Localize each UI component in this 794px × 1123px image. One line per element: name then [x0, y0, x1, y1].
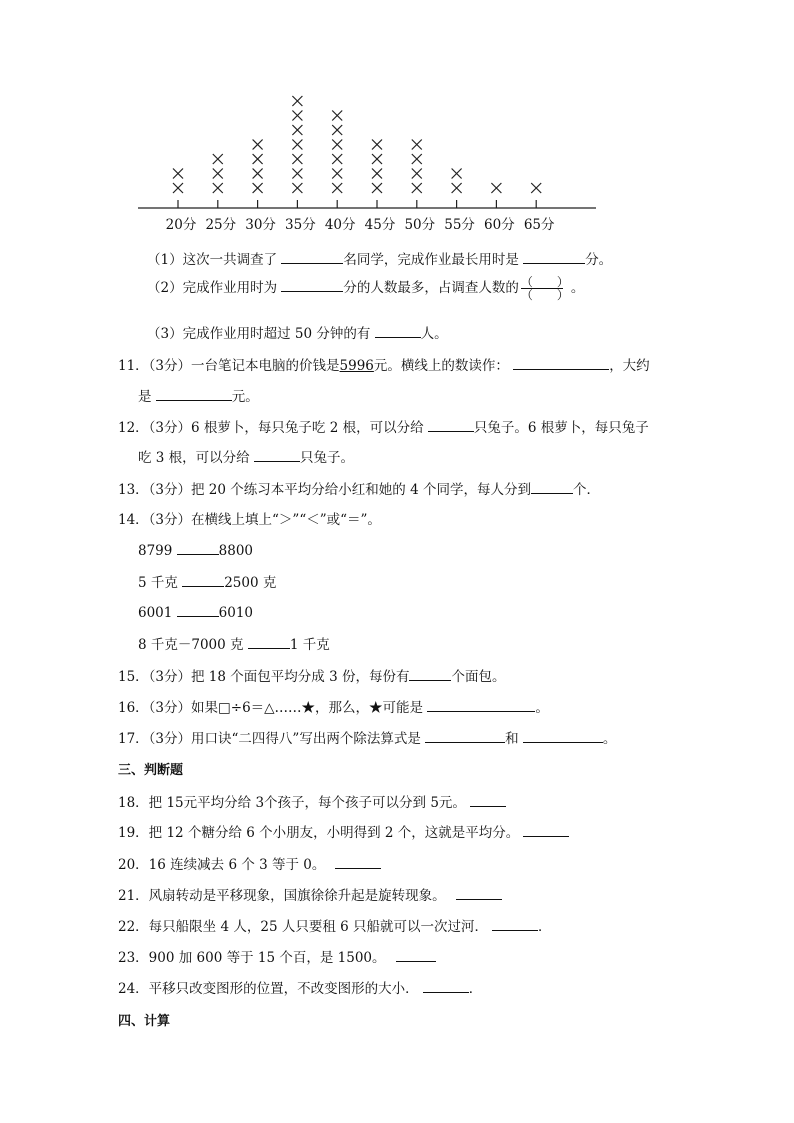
judge-text: 23．900 加 600 等于 15 个百，是 1500。 — [118, 950, 386, 966]
cross-marker — [412, 169, 422, 179]
q10-p2-text-c: 。 — [570, 280, 585, 296]
cross-marker — [372, 140, 382, 150]
answer-blank[interactable] — [425, 728, 505, 743]
q14-row-3 — [138, 602, 253, 621]
tick-label: 50分 — [404, 217, 436, 233]
answer-blank[interactable] — [248, 634, 290, 649]
cross-marker — [332, 169, 342, 179]
question-11-cont — [138, 385, 259, 405]
answer-blank[interactable] — [531, 479, 573, 494]
q14-right: 1 千克 — [289, 637, 330, 653]
cross-marker — [213, 154, 223, 164]
cross-marker — [173, 169, 183, 179]
q10-p1-text-b: 名同学，完成作业最长用时是 — [343, 252, 519, 268]
answer-blank[interactable] — [513, 355, 609, 370]
cross-marker — [531, 183, 541, 193]
answer-blank[interactable] — [182, 572, 224, 587]
cross-marker — [213, 183, 223, 193]
q11-text-e: 元。 — [231, 389, 259, 405]
q11-text-b: 元。横线上的数读作： — [373, 358, 509, 374]
cross-marker — [332, 125, 342, 135]
q10-p2-text-b: 分的人数最多，占调查人数的 — [343, 280, 519, 296]
q13-text: 13．（3分）把 20 个练习本平均分给小红和她的 4 个同学，每人分到 — [118, 482, 531, 498]
answer-blank[interactable] — [335, 854, 381, 869]
cross-marker — [372, 169, 382, 179]
q14-row-4 — [138, 633, 330, 653]
q10-p1-text-a: （1）这次一共调查了 — [147, 252, 278, 268]
answer-blank[interactable] — [428, 417, 474, 432]
question-20 — [118, 853, 381, 873]
cross-marker — [452, 183, 462, 193]
q12-text: 12．（3分）6 根萝卜，每只兔子吃 2 根，可以分给 — [118, 420, 424, 436]
q11-number: 5996 — [339, 358, 374, 374]
fraction-denominator: （ ） — [520, 288, 569, 302]
answer-blank[interactable] — [281, 277, 343, 292]
judge-text: 20．16 连续减去 6 个 3 等于 0。 — [118, 857, 326, 873]
q17-text-b: 和 — [505, 731, 519, 747]
q10-part3 — [147, 322, 448, 342]
answer-blank[interactable] — [523, 822, 569, 837]
q17-text-c: 。 — [602, 731, 617, 747]
judge-text: 22．每只船限坐 4 人，25 人只要租 6 只船就可以一次过河． — [118, 919, 488, 935]
question-16 — [118, 696, 549, 716]
q14-left: 5 千克 — [138, 575, 178, 591]
q14-text: 14．（3分）在横线上填上“＞”“＜”或“＝”。 — [118, 512, 381, 528]
tick-label: 55分 — [444, 217, 475, 233]
question-12-cont — [138, 446, 354, 466]
question-21 — [118, 884, 502, 904]
answer-blank[interactable] — [470, 792, 506, 807]
question-11 — [118, 354, 650, 374]
tick-label: 25分 — [205, 217, 237, 233]
cross-marker — [213, 169, 223, 179]
q14-right: 8800 — [218, 543, 254, 559]
q10-p3-text-b: 人。 — [420, 326, 448, 342]
q16-text: 16．（3分）如果□÷6＝△……★，那么，★可能是 — [118, 700, 424, 716]
cross-marker — [372, 183, 382, 193]
answer-blank[interactable] — [375, 323, 421, 338]
question-17 — [118, 727, 616, 747]
q10-p2-text-a: （2）完成作业用时为 — [147, 280, 278, 296]
answer-blank[interactable] — [427, 697, 535, 712]
question-15 — [118, 665, 505, 685]
fraction-blank[interactable] — [521, 277, 569, 300]
judge-text: 19．把 12 个糖分给 6 个小朋友，小明得到 2 个，这就是平均分。 — [118, 825, 520, 841]
q14-right: 2500 克 — [224, 575, 277, 591]
cross-marker — [292, 125, 302, 135]
cross-marker — [292, 169, 302, 179]
cross-marker — [452, 169, 462, 179]
judge-tail: ． — [538, 919, 552, 935]
cross-marker — [491, 183, 501, 193]
q14-right: 6010 — [218, 605, 254, 621]
cross-marker — [412, 154, 422, 164]
q14-left: 8799 — [138, 543, 173, 559]
judge-text: 24．平移只改变图形的位置，不改变图形的大小． — [118, 981, 419, 997]
q10-p3-text-a: （3）完成作业用时超过 50 分钟的有 — [147, 326, 371, 342]
q14-left: 8 千克－7000 克 — [138, 637, 244, 653]
q12-text-d: 只兔子。 — [299, 450, 354, 466]
cross-marker — [253, 140, 263, 150]
q11-text-c: ，大约 — [609, 358, 650, 374]
cross-marker — [412, 140, 422, 150]
line-plot-chart — [0, 0, 794, 245]
q13-text-b: 个． — [572, 482, 600, 498]
question-19 — [118, 821, 569, 841]
cross-marker — [292, 154, 302, 164]
cross-marker — [292, 183, 302, 193]
question-14 — [118, 508, 381, 528]
question-18 — [118, 791, 506, 811]
cross-marker — [332, 154, 342, 164]
q15-text-b: 个面包。 — [451, 669, 506, 685]
judge-text: 18．把 15元平均分给 3个孩子，每个孩子可以分到 5元。 — [118, 795, 466, 811]
q14-left: 6001 — [138, 605, 173, 621]
answer-blank[interactable] — [492, 916, 538, 931]
q17-text: 17．（3分）用口诀“二四得八”写出两个除法算式是 — [118, 731, 421, 747]
tick-label: 40分 — [324, 217, 356, 233]
question-22 — [118, 915, 552, 935]
answer-blank[interactable] — [254, 447, 300, 462]
q15-text: 15．（3分）把 18 个面包平均分成 3 份，每份有 — [118, 669, 410, 685]
section-title-calc: 四、计算 — [118, 1014, 171, 1029]
cross-marker — [332, 140, 342, 150]
answer-blank[interactable] — [177, 602, 219, 617]
tick-label: 65分 — [523, 217, 555, 233]
q16-text-b: 。 — [535, 700, 549, 716]
cross-marker — [253, 154, 263, 164]
answer-blank[interactable] — [423, 978, 469, 993]
q10-part2 — [147, 276, 584, 300]
answer-blank[interactable] — [396, 947, 436, 962]
tick-label: 20分 — [165, 217, 197, 233]
q11-text-d: 是 — [138, 389, 152, 405]
question-13 — [118, 478, 600, 498]
cross-marker — [332, 111, 342, 121]
q10-part1 — [147, 248, 612, 268]
q11-text: 11．（3分）一台笔记本电脑的价钱是 — [118, 358, 340, 374]
q14-row-2 — [138, 571, 276, 591]
judge-text: 21．风扇转动是平移现象，国旗徐徐升起是旋转现象。 — [118, 888, 446, 904]
answer-blank[interactable] — [456, 885, 502, 900]
answer-blank[interactable] — [281, 249, 343, 264]
answer-blank[interactable] — [523, 728, 603, 743]
cross-marker — [253, 183, 263, 193]
cross-marker — [173, 183, 183, 193]
q10-p1-text-c: 分。 — [585, 252, 613, 268]
judge-tail: ． — [468, 981, 483, 997]
cross-marker — [292, 111, 302, 121]
tick-label: 45分 — [364, 217, 396, 233]
q14-row-1 — [138, 540, 253, 559]
question-23 — [118, 946, 436, 966]
cross-marker — [253, 169, 263, 179]
tick-label: 60分 — [484, 217, 515, 233]
q12-text-c: 吃 3 根，可以分给 — [138, 450, 250, 466]
answer-blank[interactable] — [523, 249, 585, 264]
tick-label: 35分 — [285, 217, 316, 233]
cross-marker — [372, 154, 382, 164]
question-24 — [118, 977, 482, 997]
answer-blank[interactable] — [156, 386, 232, 401]
fraction-numerator: （ ） — [520, 275, 569, 289]
cross-marker — [292, 96, 302, 106]
answer-blank[interactable] — [409, 666, 451, 681]
tick-label: 30分 — [245, 217, 276, 233]
section-title-judge: 三、判断题 — [118, 763, 184, 778]
q12-text-b: 只兔子。6 根萝卜，每只兔子 — [473, 420, 649, 436]
question-12 — [118, 416, 649, 436]
answer-blank[interactable] — [177, 540, 219, 555]
cross-marker — [332, 183, 342, 193]
cross-marker — [412, 183, 422, 193]
cross-marker — [292, 140, 302, 150]
